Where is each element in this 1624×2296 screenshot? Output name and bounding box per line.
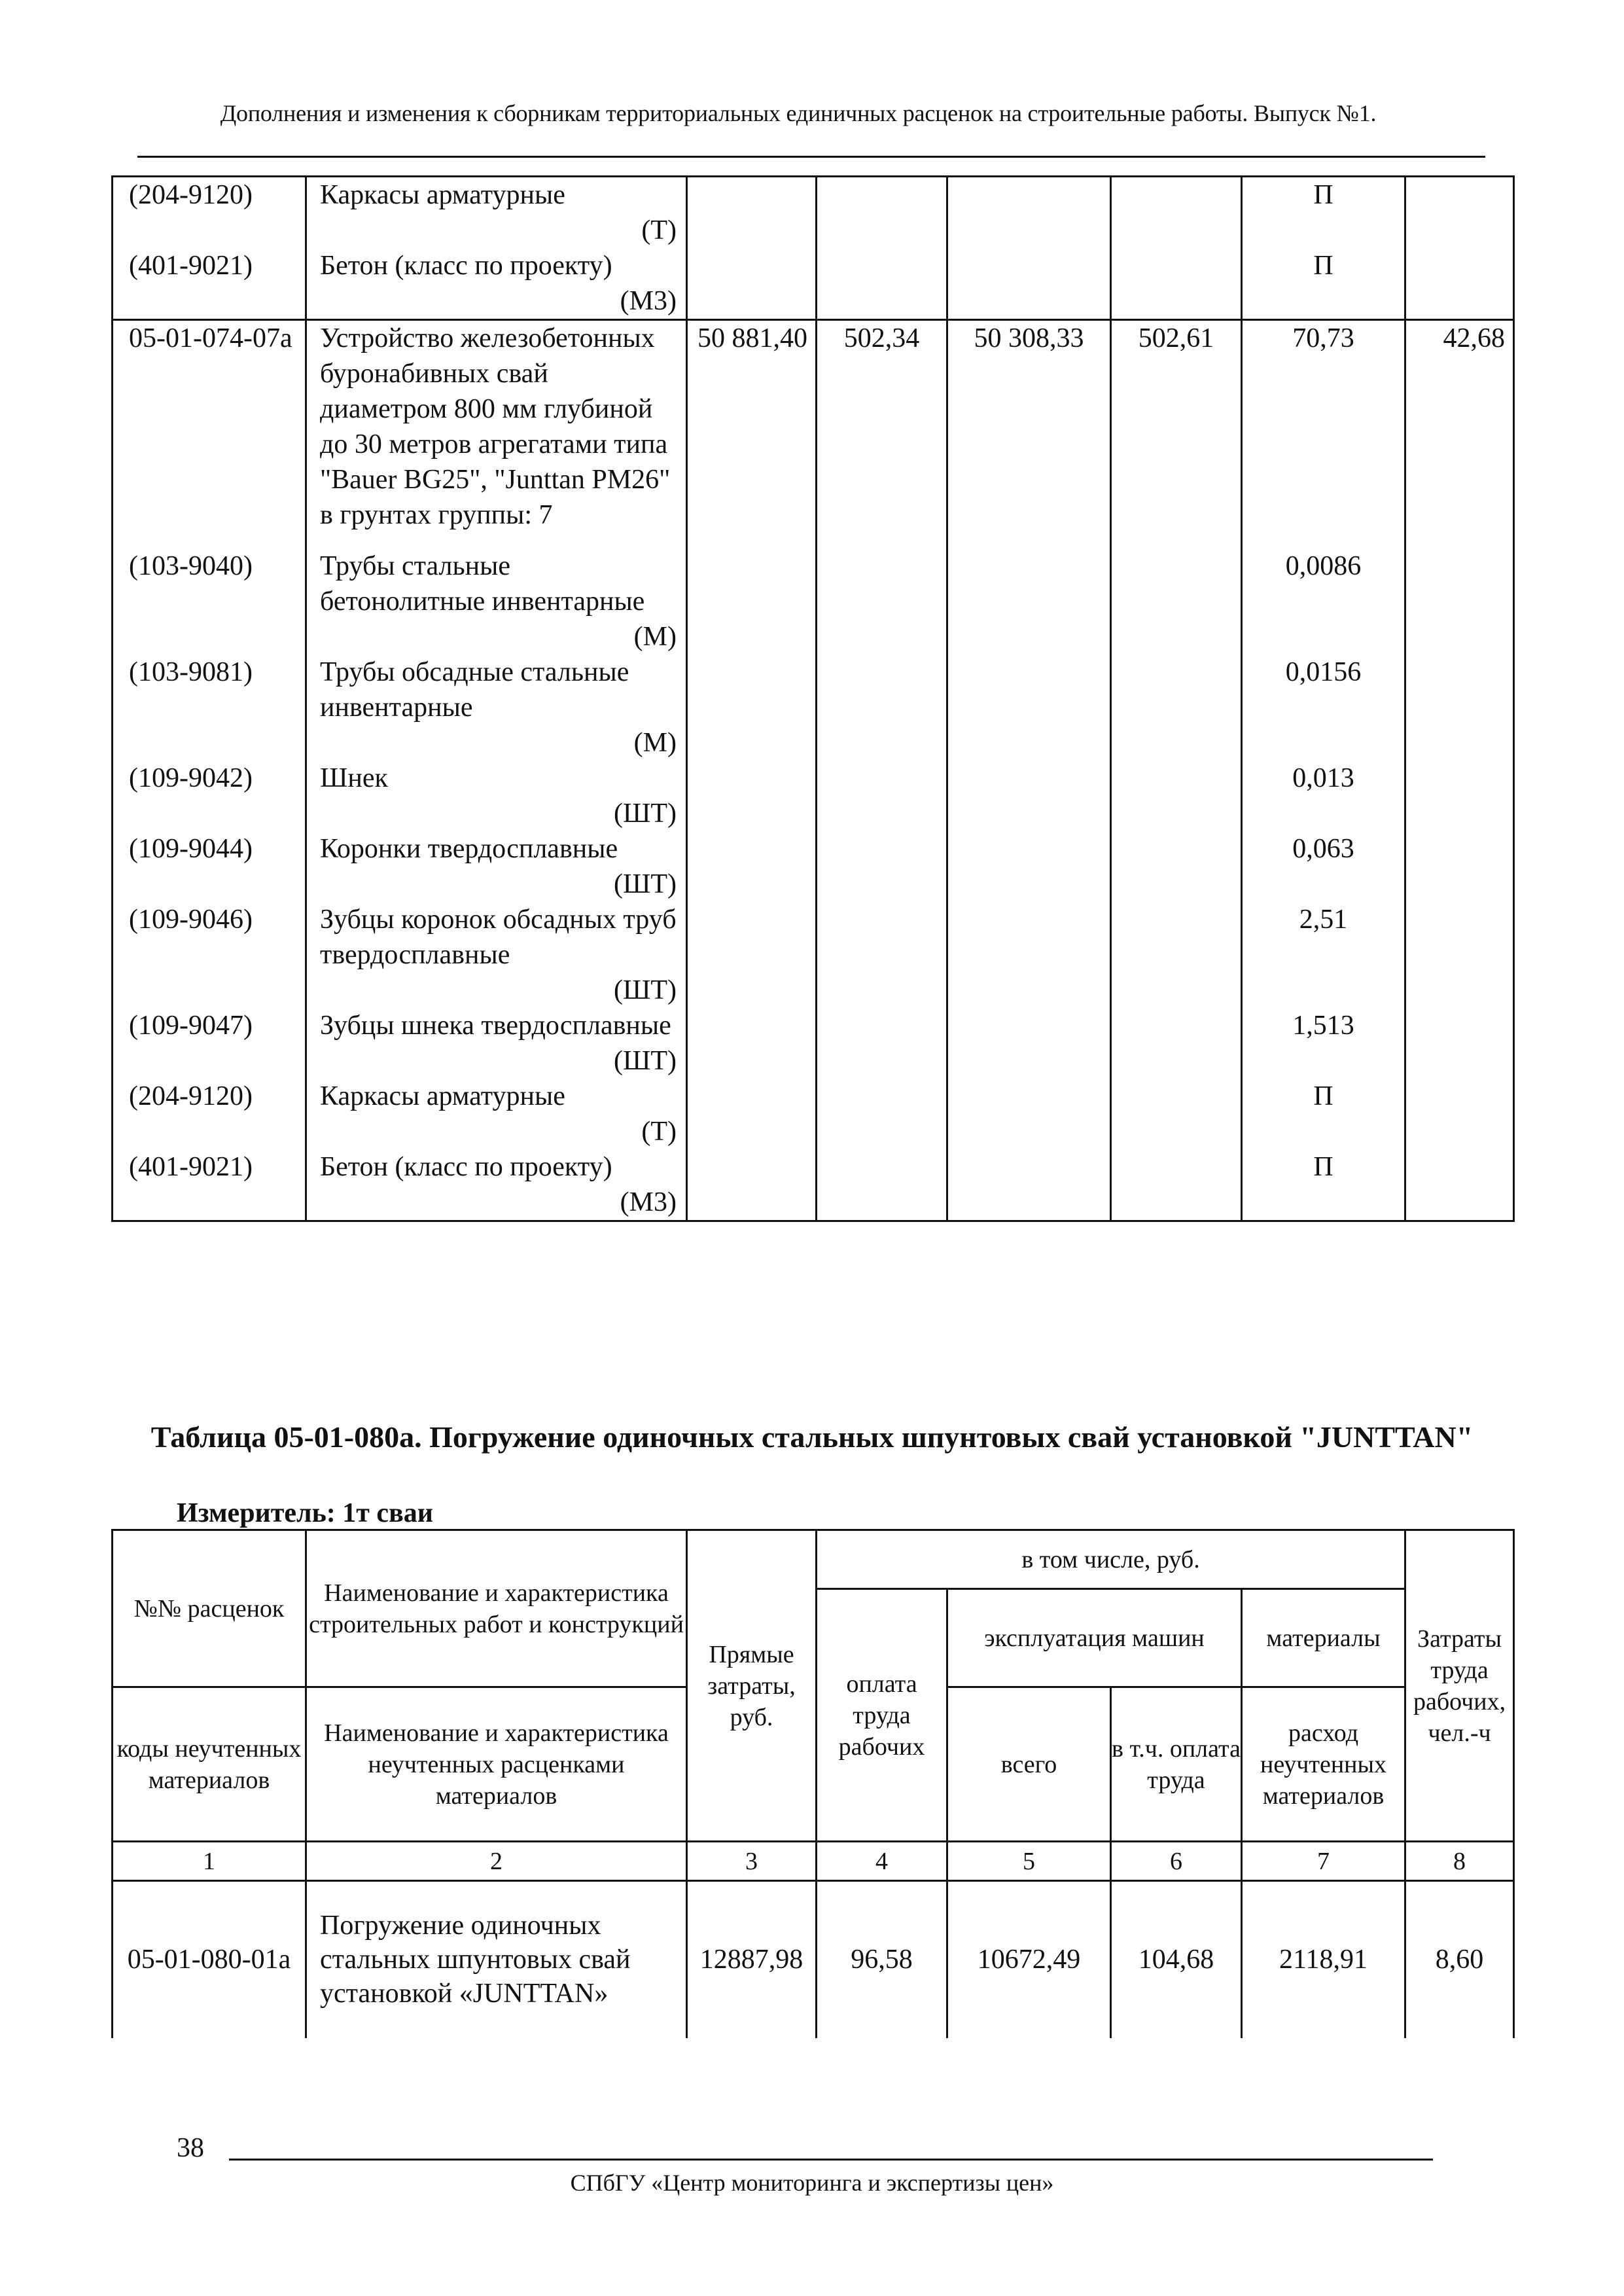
material-name: Зубцы шнека твердосплавные — [320, 1011, 671, 1041]
material-consumption: П — [1242, 1079, 1405, 1149]
table-title: Таблица 05-01-080а. Погружение одиночных стальных шпунтовых свай установкой "JUNTTAN" — [150, 1420, 1474, 1454]
footer-org: СПбГУ «Центр мониторинга и экспертизы цен» — [570, 2170, 1054, 2196]
column-number: 6 — [1111, 1842, 1242, 1881]
header-name-works: Наименование и характеристика строительных работ и конструкций — [306, 1530, 687, 1687]
table-row — [113, 761, 1514, 831]
table-row — [113, 1008, 1514, 1079]
material-code: (204-9120) — [113, 177, 306, 249]
material-code: (103-9040) — [113, 548, 306, 655]
material-name: Шнек — [320, 763, 388, 793]
material-name: Коронки твердосплавные — [320, 834, 618, 864]
material-consumption: П — [1242, 177, 1405, 249]
header-divider — [137, 156, 1485, 158]
page-header: Дополнения и изменения к сборникам территориальных единичных расценок на строительные работы. Выпуск №1. — [220, 100, 1377, 126]
header-machines: эксплуатация машин — [947, 1589, 1242, 1687]
material-code: (109-9047) — [113, 1008, 306, 1079]
material-unit: (ШТ) — [614, 869, 677, 899]
material-consumption: 0,013 — [1242, 761, 1405, 831]
page-number: 38 — [177, 2133, 204, 2163]
labor-pay: 502,34 — [817, 320, 947, 549]
materials-cost: 70,73 — [1242, 320, 1405, 549]
material-consumption: 2,51 — [1242, 902, 1405, 1008]
header-labor-costs: Затраты труда рабочих, чел.-ч — [1405, 1530, 1514, 1842]
material-unit: (ШТ) — [614, 1046, 677, 1076]
column-number: 8 — [1405, 1842, 1514, 1881]
material-unit: (М3) — [620, 1187, 677, 1217]
material-code: (109-9042) — [113, 761, 306, 831]
table-row — [113, 177, 1514, 249]
material-unit: (ШТ) — [614, 798, 677, 829]
header-materials: материалы — [1242, 1589, 1405, 1687]
machines-total: 10672,49 — [947, 1881, 1111, 2038]
machines-labor-pay: 104,68 — [1111, 1881, 1242, 2038]
header-machines-total: всего — [947, 1687, 1111, 1842]
table-row — [113, 1149, 1514, 1221]
material-unit: (М3) — [620, 286, 677, 316]
header-name-materials: Наименование и характеристика неучтенных расценками материалов — [306, 1687, 687, 1842]
rate-code: 05-01-080-01а — [113, 1881, 306, 2038]
rates-table-continued — [111, 175, 1515, 1222]
material-name: Каркасы арматурные — [320, 1081, 565, 1111]
material-consumption: П — [1242, 248, 1405, 320]
table-row — [113, 248, 1514, 320]
column-number: 2 — [306, 1842, 687, 1881]
column-number: 1 — [113, 1842, 306, 1881]
header-direct-costs: Прямые затраты, руб. — [687, 1530, 817, 1842]
header-labor-pay: оплата труда рабочих — [817, 1589, 947, 1842]
measure-unit: Измеритель: 1т сваи — [177, 1498, 433, 1528]
rate-name: Устройство железобетонных буронабивных свай диаметром 800 мм глубиной до 30 метров агрегатами типа "Bauer BG25", "Junttan PM26" в грунтах группы: 7 — [306, 320, 687, 549]
machines-total: 50 308,33 — [947, 320, 1111, 549]
material-unit: (М) — [633, 728, 677, 758]
material-code: (204-9120) — [113, 1079, 306, 1149]
material-consumption: 1,513 — [1242, 1008, 1405, 1079]
material-code: (401-9021) — [113, 1149, 306, 1221]
rate-name: Погружение одиночных стальных шпунтовых свай установкой «JUNTTAN» — [306, 1881, 687, 2038]
material-consumption: 0,0156 — [1242, 655, 1405, 761]
rates-table — [111, 1529, 1515, 2038]
material-unit: (Т) — [641, 1117, 677, 1147]
column-number: 7 — [1242, 1842, 1405, 1881]
material-code: (103-9081) — [113, 655, 306, 761]
footer-divider — [229, 2159, 1433, 2161]
table-row — [113, 320, 1514, 549]
material-consumption: 0,0086 — [1242, 548, 1405, 655]
material-consumption: П — [1242, 1149, 1405, 1221]
table-row — [113, 655, 1514, 761]
material-code: (109-9044) — [113, 831, 306, 902]
direct-cost: 12887,98 — [687, 1881, 817, 2038]
material-unit: (М) — [633, 622, 677, 652]
labor-cost: 8,60 — [1405, 1881, 1514, 2038]
table-row — [113, 1881, 1514, 2038]
material-consumption: 0,063 — [1242, 831, 1405, 902]
material-name: Трубы обсадные стальные инвентарные — [320, 657, 629, 723]
column-number: 5 — [947, 1842, 1111, 1881]
header-including: в том числе, руб. — [817, 1530, 1405, 1589]
material-name: Каркасы арматурные — [320, 180, 565, 210]
material-code: (109-9046) — [113, 902, 306, 1008]
table-row — [113, 548, 1514, 655]
direct-cost: 50 881,40 — [687, 320, 817, 549]
column-number: 4 — [817, 1842, 947, 1881]
rate-code: 05-01-074-07а — [113, 320, 306, 549]
material-unit: (Т) — [641, 215, 677, 245]
material-name: Зубцы коронок обсадных труб твердосплавные — [320, 905, 677, 970]
table-row — [113, 1079, 1514, 1149]
column-number: 3 — [687, 1842, 817, 1881]
material-name: Бетон (класс по проекту) — [320, 251, 612, 281]
material-name: Трубы стальные бетонолитные инвентарные — [320, 551, 645, 617]
table-row — [113, 831, 1514, 902]
material-unit: (ШТ) — [614, 975, 677, 1005]
header-material-consumption: расход неучтенных материалов — [1242, 1687, 1405, 1842]
materials-cost: 2118,91 — [1242, 1881, 1405, 2038]
table-row — [113, 902, 1514, 1008]
labor-pay: 96,58 — [817, 1881, 947, 2038]
material-code: (401-9021) — [113, 248, 306, 320]
labor-cost: 42,68 — [1405, 320, 1514, 549]
machines-labor-pay: 502,61 — [1111, 320, 1242, 549]
header-rate-no: №№ расценок — [113, 1530, 306, 1687]
header-machines-labor-pay: в т.ч. оплата труда — [1111, 1687, 1242, 1842]
header-material-codes: коды неучтенных материалов — [113, 1687, 306, 1842]
material-name: Бетон (класс по проекту) — [320, 1152, 612, 1182]
